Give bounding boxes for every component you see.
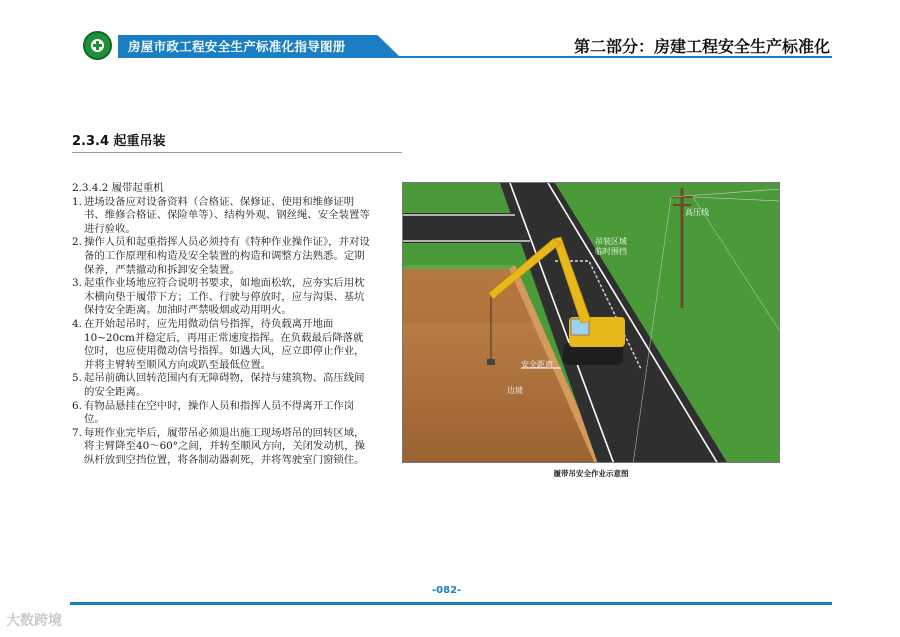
- list-item: [72, 427, 372, 468]
- label-lift-zone-line1: 吊装区域: [595, 237, 627, 246]
- figure-caption: 履带吊安全作业示意图: [553, 469, 629, 478]
- footer-divider: [70, 602, 832, 605]
- label-slope: 边坡: [507, 386, 523, 395]
- list-item: [72, 400, 372, 427]
- subheading: 2.3.4.2 履带起重机: [72, 182, 164, 194]
- list-item-number: 5.: [72, 372, 82, 385]
- logo-icon: [83, 31, 112, 60]
- section-title: 2.3.4 起重吊装: [72, 134, 166, 149]
- site-illustration: [403, 183, 780, 463]
- header-left-title: 房屋市政工程安全生产标准化指导图册: [128, 39, 346, 54]
- list-item: [72, 196, 372, 237]
- list-item-text: 有物品悬挂在空中时，操作人员和指挥人员不得离开工作岗位。: [84, 399, 355, 426]
- label-lift-zone: [595, 237, 627, 257]
- list-item-text: 进场设备应对设备资料（合格证、保修证、使用和维修证明书、维修合格证、保险单等）、结构外观、钢丝绳、安全装置等进行验收。: [84, 195, 370, 235]
- list-item: [72, 372, 372, 399]
- label-safe-distance: 安全距离: [521, 360, 553, 369]
- list-item-number: 1.: [72, 195, 82, 208]
- label-high-voltage: 高压线: [685, 208, 709, 217]
- item-list: [72, 196, 372, 468]
- watermark: 大数跨境: [6, 613, 62, 629]
- body-text: [72, 182, 372, 467]
- header-divider: [118, 56, 832, 58]
- list-item: [72, 318, 372, 372]
- list-item-text: 在开始起吊时，应先用微动信号指挥，待负载离开地面10~20cm并稳定后，再用正常速度指挥。在负载最后降落就位时，也应使用微动信号指挥。如遇大风，应立即停止作业，并将主臂转至顺风方向或趴至最低位置。: [84, 317, 365, 371]
- section-divider: [72, 152, 402, 153]
- list-item-text: 起吊前确认回转范围内有无障碍物，保持与建筑物、高压线间的安全距离。: [84, 372, 365, 398]
- list-item-text: 每班作业完毕后，履带吊必须退出施工现场塔吊的回转区域，将主臂降至40～60°之间，并转至顺风方向，关闭发动机，操纵杆放到空挡位置，将各制动器刹死，并将驾驶室门窗锁住。: [84, 426, 366, 466]
- label-lift-zone-line2: 临时围挡: [595, 247, 627, 256]
- list-item-text: 操作人员和起重指挥人员必须持有《特种作业操作证》，并对设备的工作原理和构造及安全装置的构造和调整方法熟悉。定期保养，严禁撤动和拆卸安全装置。: [84, 236, 370, 276]
- list-item-number: 4.: [72, 317, 82, 330]
- list-item: [72, 277, 372, 318]
- list-item-number: 7.: [72, 426, 82, 439]
- page-number: -082-: [432, 585, 462, 596]
- list-item-number: 3.: [72, 277, 82, 290]
- list-item-text: 起重作业场地应符合说明书要求，如地面松软，应夯实后用枕木横向垫于履带下方；工作、行驶与停放时，应与沟渠、基坑保持安全距离。加油时严禁吸烟或动用明火。: [84, 277, 365, 317]
- crawler-crane-figure: [402, 182, 780, 463]
- list-item-number: 2.: [72, 236, 82, 249]
- header-right-title: 第二部分：房建工程安全生产标准化: [573, 37, 830, 56]
- list-item: [72, 236, 372, 277]
- list-item-number: 6.: [72, 399, 82, 412]
